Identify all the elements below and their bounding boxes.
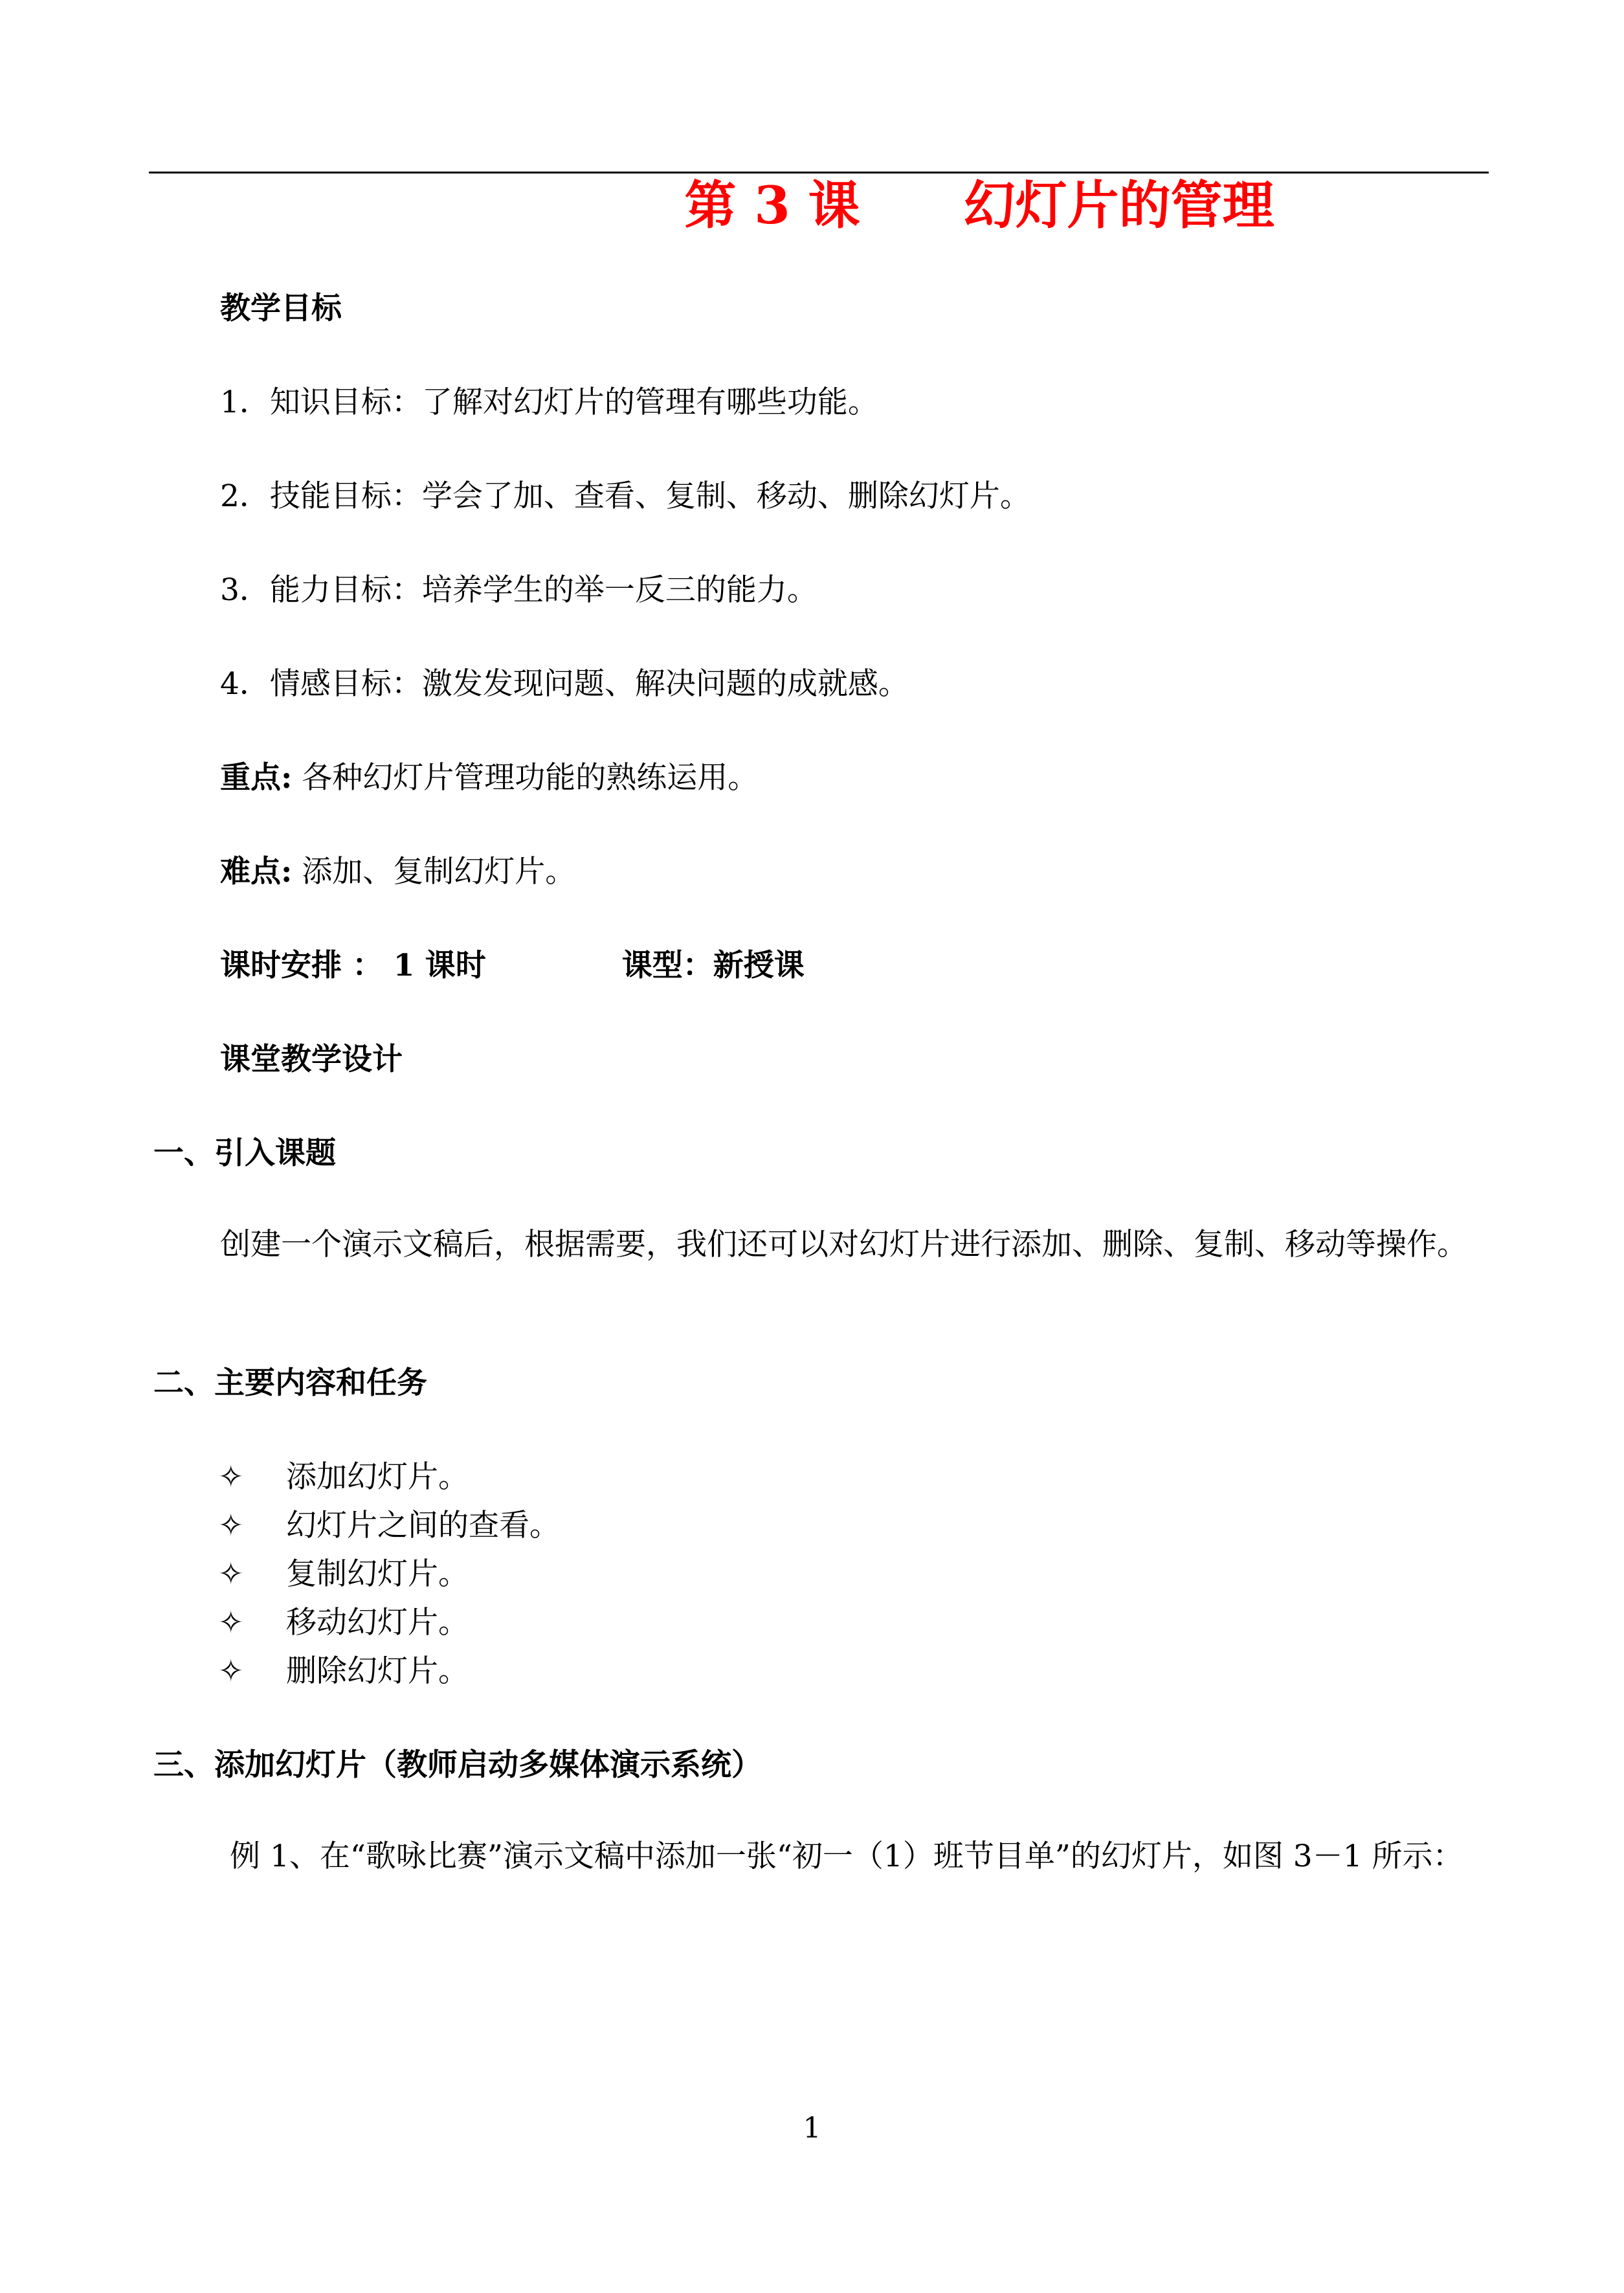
section3-heading: 三、添加幻灯片（教师启动多媒体演示系统） — [153, 1747, 762, 1783]
lesson-title: 第 3 课 幻灯片的管理 — [684, 175, 1274, 236]
bullet-icon: ✧ — [218, 1653, 244, 1689]
section2-heading: 二、主要内容和任务 — [153, 1365, 427, 1401]
objective-skill: 2．技能目标：学会了加、查看、复制、移动、删除幻灯片。 — [220, 478, 1030, 514]
list-item: ✧ 幻灯片之间的查看。 — [218, 1505, 560, 1547]
list-item: ✧ 复制幻灯片。 — [218, 1554, 469, 1595]
schedule-hours: 课时安排 ： 1 课时 — [220, 948, 486, 983]
design-heading: 课堂教学设计 — [220, 1042, 403, 1077]
difficulty-label: 难点: — [220, 854, 293, 889]
list-item: ✧ 移动幻灯片。 — [218, 1602, 469, 1644]
page-number: 1 — [803, 2112, 821, 2145]
schedule — [220, 945, 805, 987]
schedule-type: 课型：新授课 — [621, 948, 805, 983]
objectives-heading: 教学目标 — [220, 291, 342, 326]
section1-heading: 一、引入课题 — [153, 1135, 336, 1171]
section3-paragraph: 例 1、在“歌咏比赛”演示文稿中添加一张“初一（1）班节目单”的幻灯片，如图 3－1 所示： — [230, 1839, 1463, 1874]
list-item: ✧ 添加幻灯片。 — [218, 1457, 469, 1498]
difficulty — [220, 851, 575, 893]
objective-knowledge: 1．知识目标：了解对幻灯片的管理有哪些功能。 — [220, 385, 878, 420]
objective-ability: 3．能力目标：培养学生的举一反三的能力。 — [220, 572, 818, 608]
key-point-text: 各种幻灯片管理功能的熟练运用。 — [302, 760, 759, 796]
objective-emotion: 4．情感目标：激发发现问题、解决问题的成就感。 — [220, 666, 909, 702]
bullet-icon: ✧ — [218, 1508, 244, 1543]
bullet-icon: ✧ — [218, 1605, 244, 1640]
list-item: ✧ 删除幻灯片。 — [218, 1651, 469, 1692]
key-point-label: 重点: — [220, 760, 293, 796]
key-point — [220, 757, 758, 799]
bullet-icon: ✧ — [218, 1556, 244, 1592]
section1-paragraph: 创建一个演示文稿后，根据需要，我们还可以对幻灯片进行添加、删除、复制、移动等操作。 — [220, 1227, 1467, 1262]
difficulty-text: 添加、复制幻灯片。 — [302, 854, 576, 889]
bullet-icon: ✧ — [218, 1459, 244, 1495]
